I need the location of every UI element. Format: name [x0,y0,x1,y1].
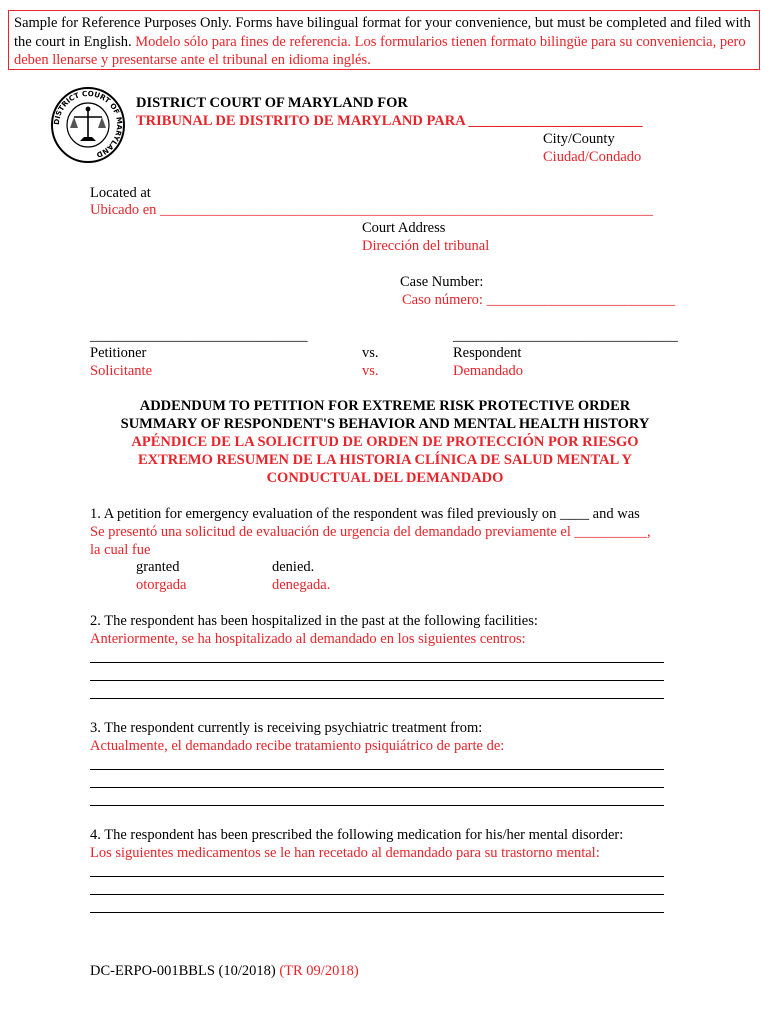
court-title-english: DISTRICT COURT OF MARYLAND FOR [136,95,408,111]
question-2-english: 2. The respondent has been hospitalized in the past at the following facilities: [90,613,538,629]
answer-line[interactable] [90,698,664,699]
form-number: DC-ERPO-001BBLS (10/2018) [90,963,276,979]
seal-text: DISTRICT COURT OF MARYLAND [51,88,125,160]
answer-line[interactable] [90,787,664,788]
city-county-label: City/County [543,131,615,147]
reference-notice [8,10,760,70]
question-1-spanish-cont: la cual fue [90,542,151,558]
question-4-english: 4. The respondent has been prescribed the following medication for his/her mental disorder: [90,827,624,843]
form-revision: (TR 09/2018) [279,963,359,979]
answer-line[interactable] [90,805,664,806]
petitioner-label: Petitioner [90,345,147,361]
question-1-spanish: Se presentó una solicitud de evaluación de urgencia del demandado previamente el __________, [90,524,651,540]
answer-line[interactable] [90,680,664,681]
demandado-label: Demandado [453,363,524,379]
denied-option-spanish: denegada. [272,577,331,593]
granted-option-spanish: otorgada [136,577,187,593]
located-at-label: Located at [90,185,151,201]
form-title-spanish-2: EXTREMO RESUMEN DE LA HISTORIA CLÍNICA DE SALUD MENTAL Y [137,452,633,468]
respondent-name-field[interactable]: _______________________________ [453,328,678,344]
court-title-spanish: TRIBUNAL DE DISTRITO DE MARYLAND PARA ________________________ [136,113,643,129]
answer-line[interactable] [90,876,664,877]
question-2-spanish: Anteriormente, se ha hospitalizado al demandado en los siguientes centros: [90,631,526,647]
court-address-field[interactable]: Ubicado en ____________________________________________________________________ [90,202,654,218]
versus-label-spanish: vs. [362,363,379,379]
question-4-spanish: Los siguientes medicamentos se le han recetado al demandado para su trastorno mental: [90,845,600,861]
petitioner-name-field[interactable]: ______________________________ [90,328,308,344]
answer-line[interactable] [90,912,664,913]
court-seal-icon [50,86,126,164]
notice-spanish: Modelo sólo para fines de referencia. Los formularios tienen formato bilingüe para su conveniencia, pero deben llenarse y presentarse ante el tribunal en idioma inglés. [14,33,746,68]
answer-line[interactable] [90,894,664,895]
answer-line[interactable] [90,662,664,663]
form-title-spanish-3: CONDUCTUAL DEL DEMANDADO [266,470,504,486]
solicitante-label: Solicitante [90,363,153,379]
notice-english: Sample for Reference Purposes Only. Forms have bilingual format for your convenience, but must be completed and filed with the court in English. [14,15,751,50]
form-number-footer [90,962,359,980]
denied-option[interactable]: denied. [272,559,315,575]
direccion-tribunal-label: Dirección del tribunal [362,238,490,254]
question-1-english: 1. A petition for emergency evaluation of the respondent was filed previously on ____ and was [90,506,640,522]
respondent-label: Respondent [453,345,522,361]
case-number-label: Case Number: [400,274,484,290]
form-title-english-1: ADDENDUM TO PETITION FOR EXTREME RISK PROTECTIVE ORDER [139,398,631,414]
court-address-label: Court Address [362,220,446,236]
form-title-spanish-1: APÉNDICE DE LA SOLICITUD DE ORDEN DE PROTECCIÓN POR RIESGO [131,434,639,450]
granted-option[interactable]: granted [136,559,180,575]
question-3-spanish: Actualmente, el demandado recibe tratamiento psiquiátrico de parte de: [90,738,505,754]
answer-line[interactable] [90,769,664,770]
case-number-field[interactable]: Caso número: __________________________ [402,292,676,308]
form-title-english-2: SUMMARY OF RESPONDENT'S BEHAVIOR AND MENTAL HEALTH HISTORY [120,416,650,432]
ciudad-condado-label: Ciudad/Condado [543,149,642,165]
versus-label: vs. [362,345,379,361]
question-3-english: 3. The respondent currently is receiving psychiatric treatment from: [90,720,483,736]
